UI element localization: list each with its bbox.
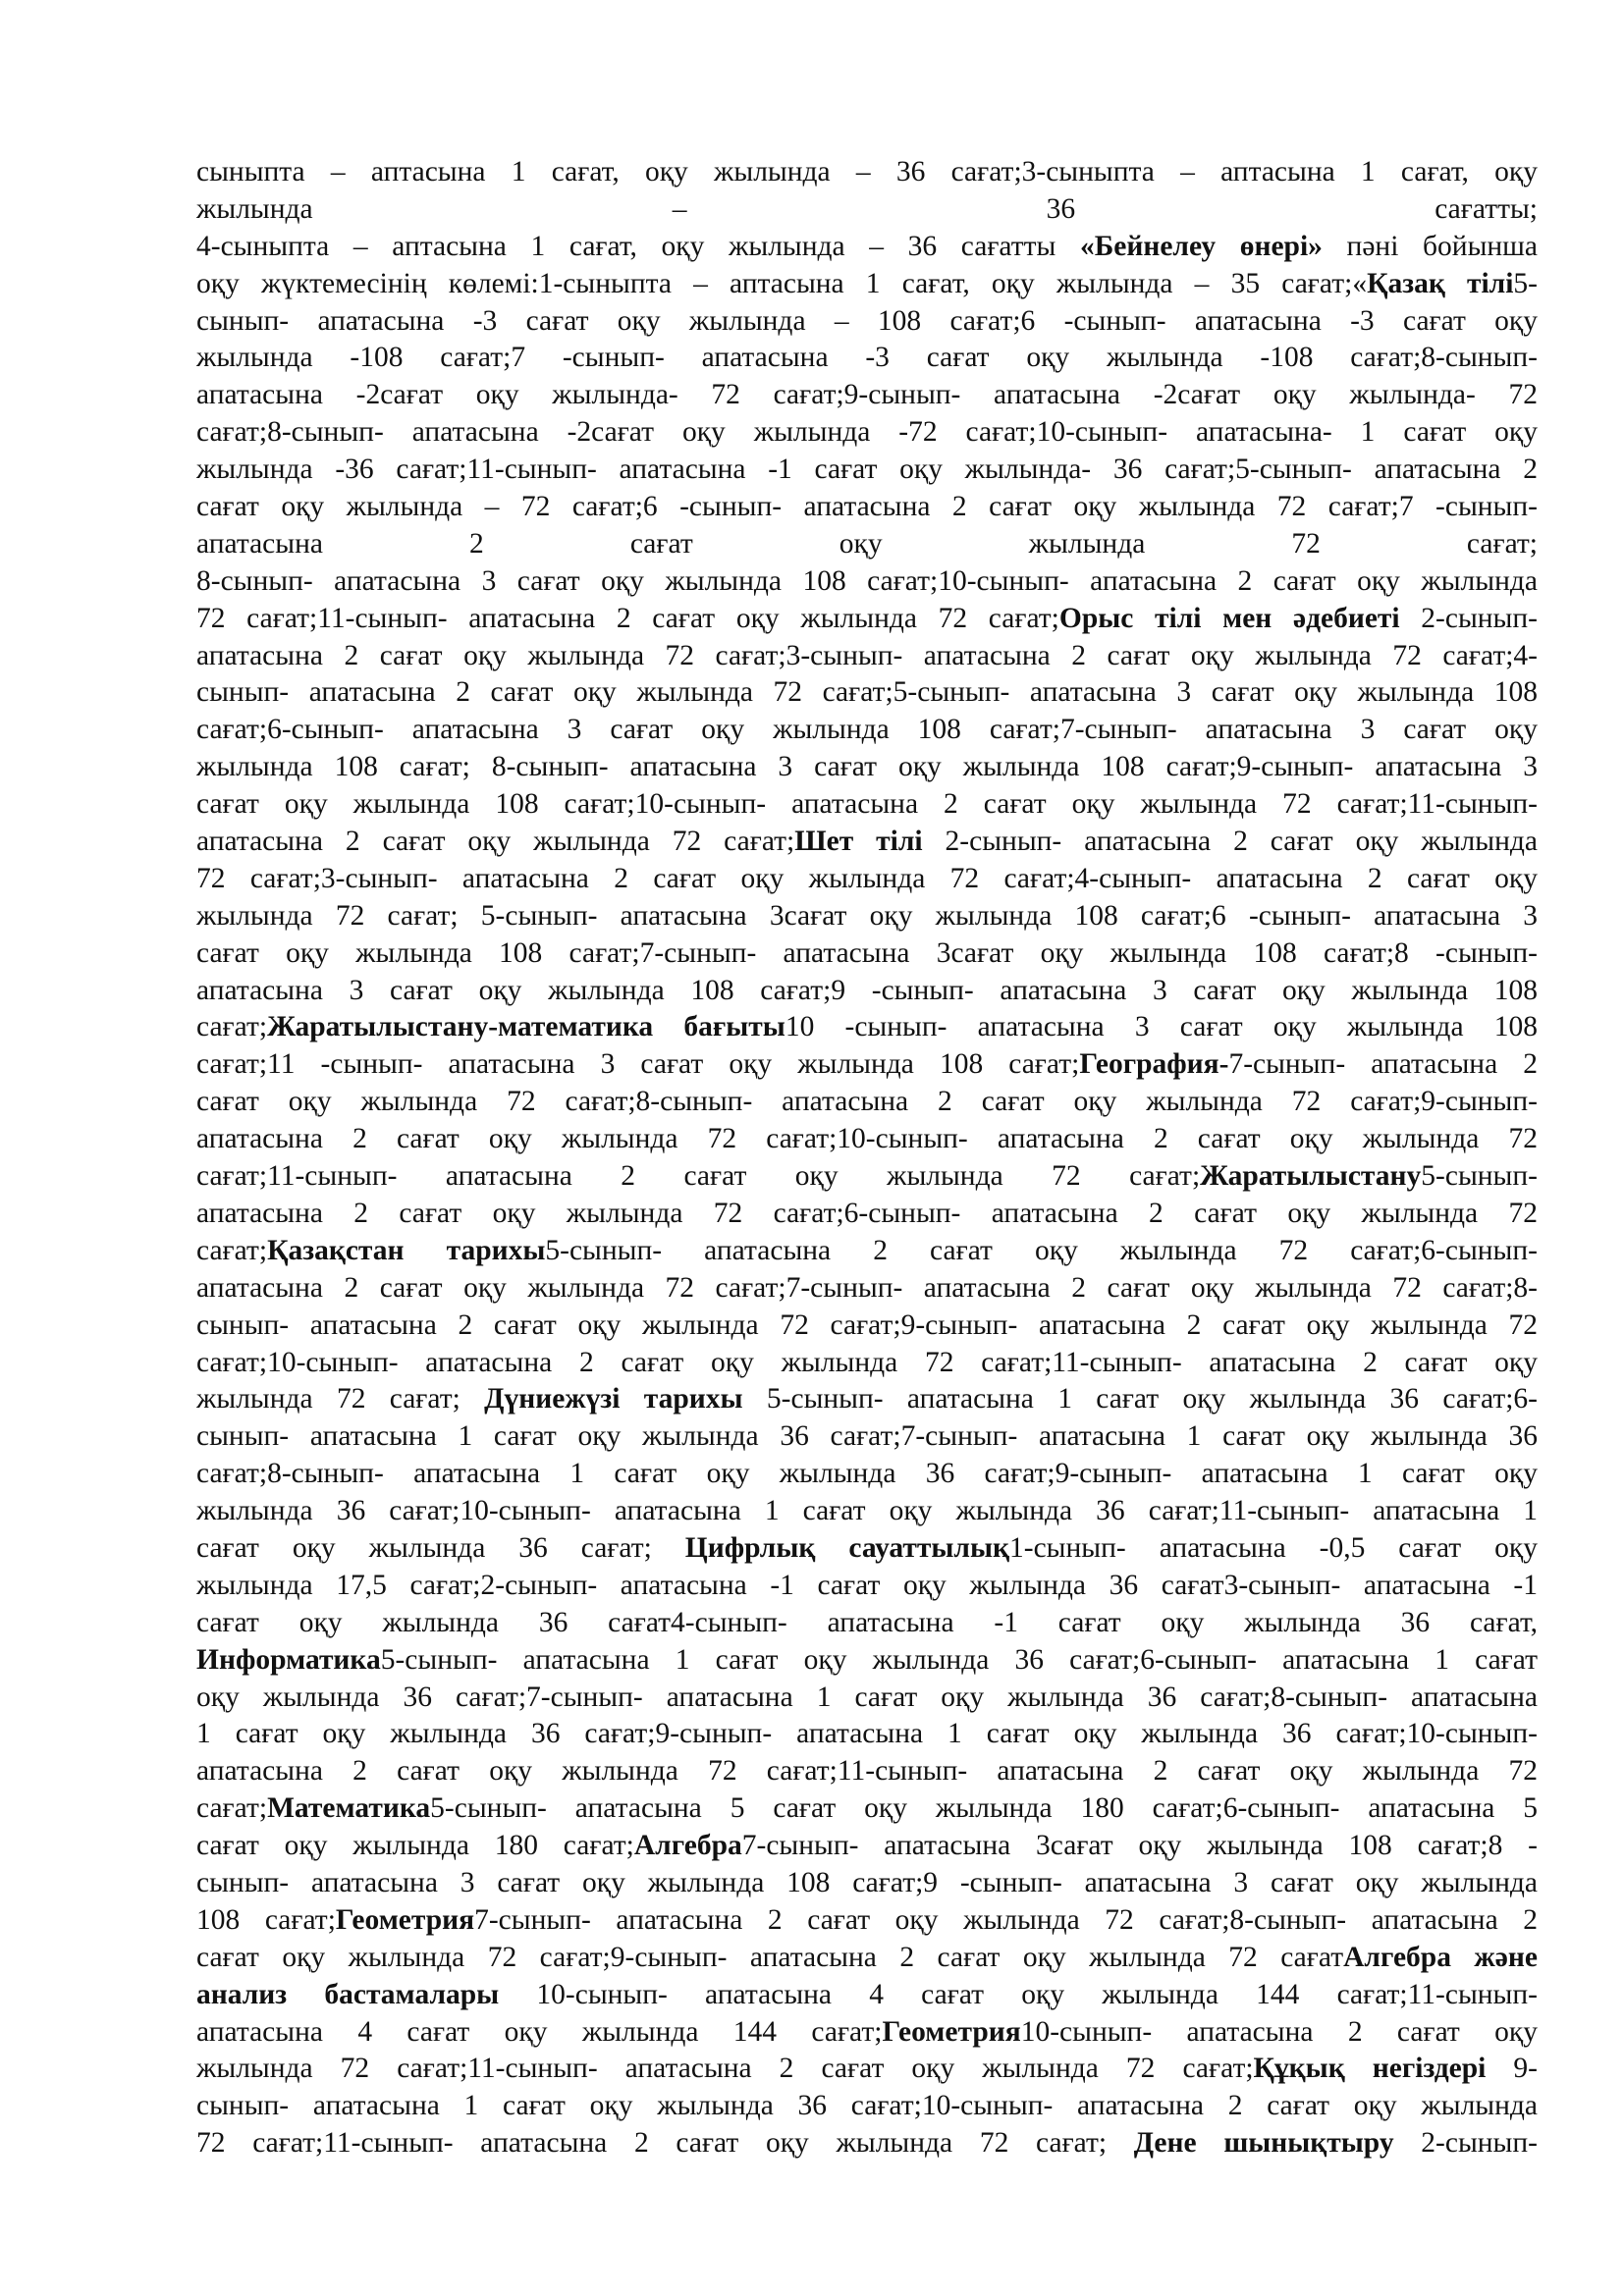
text-line: 4-сыныпта – аптасына 1 сағат, оқу жылында – 36 сағатты «Бейнелеу өнері» пәні бойынша xyxy=(196,230,1538,262)
text-line: сыныпта – аптасына 1 сағат, оқу жылында – 36 сағат;3-сыныпта – аптасына 1 сағат, оқу xyxy=(196,156,1538,187)
subject-heading: анализ бастамалары xyxy=(196,1978,500,2010)
subject-heading: Цифрлық сауаттылық xyxy=(684,1531,1010,1564)
text-line: сағат;10-сынып- апатасына 2 сағат оқу жылында 72 сағат;11-сынып- апатасына 2 сағат оқу xyxy=(196,1346,1538,1378)
text-line: 72 сағат;3-сынып- апатасына 2 сағат оқу жылында 72 сағат;4-сынып- апатасына 2 сағат оқу xyxy=(196,862,1538,894)
text-line: 72 сағат;11-сынып- апатасына 2 сағат оқу жылында 72 сағат;Орыс тілі мен әдебиеті 2-сынып- xyxy=(196,602,1538,634)
text-line: 1 сағат оқу жылында 36 сағат;9-сынып- апатасына 1 сағат оқу жылында 36 сағат;10-сынып- xyxy=(196,1718,1538,1750)
subject-heading: Математика xyxy=(267,1792,431,1825)
subject-heading: Дүниежүзі тарихы xyxy=(484,1383,743,1415)
text-line: сағат оқу жылында 72 сағат;9-сынып- апатасына 2 сағат оқу жылында 72 сағатАлгебра және xyxy=(196,1941,1538,1973)
text-line: апатасына 2 сағат оқу жылында 72 сағат; xyxy=(196,527,1538,560)
subject-heading: Шет тілі xyxy=(794,826,923,858)
text-line: апатасына 2 сағат оқу жылында 72 сағат;Шет тілі 2-сынып- апатасына 2 сағат оқу жылында xyxy=(196,826,1538,858)
text-line: жылында 17,5 сағат;2-сынып- апатасына -1 сағат оқу жылында 36 сағат3-сынып- апатасына -1 xyxy=(196,1569,1538,1601)
text-line: сынып- апатасына -3 сағат оқу жылында – 108 сағат;6 -сынып- апатасына -3 сағат оқу xyxy=(196,304,1538,337)
subject-heading: Геометрия xyxy=(882,2015,1021,2048)
text-line: сағат;Жаратылыстану-математика бағыты10 -сынып- апатасына 3 сағат оқу жылында 108 xyxy=(196,1011,1538,1043)
text-line: жылында -36 сағат;11-сынып- апатасына -1 сағат оқу жылында- 36 сағат;5-сынып- апатасына 2 xyxy=(196,454,1538,486)
text-line: сағат оқу жылында 180 сағат;Алгебра7-сынып- апатасына 3сағат оқу жылында 108 сағат;8 - xyxy=(196,1830,1538,1862)
text-line: сағат оқу жылында 72 сағат;8-сынып- апатасына 2 сағат оқу жылында 72 сағат;9-сынып- xyxy=(196,1086,1538,1118)
subject-heading: Алгебра xyxy=(633,1830,742,1862)
text-line: сағат оқу жылында 36 сағат4-сынып- апатасына -1 сағат оқу жылында 36 сағат, xyxy=(196,1606,1538,1638)
text-line: жылында 72 сағат; 5-сынып- апатасына 3сағат оқу жылында 108 сағат;6 -сынып- апатасына 3 xyxy=(196,899,1538,932)
text-line: сағат оқу жылында – 72 сағат;6 -сынып- апатасына 2 сағат оқу жылында 72 сағат;7 -сынып- xyxy=(196,491,1538,523)
text-line: апатасына 4 сағат оқу жылында 144 сағат;Геометрия10-сынып- апатасына 2 сағат оқу xyxy=(196,2015,1538,2048)
text-line: Информатика5-сынып- апатасына 1 сағат оқу жылында 36 сағат;6-сынып- апатасына 1 сағат xyxy=(196,1643,1538,1676)
document-body xyxy=(196,154,1538,2163)
text-line: сағат;8-сынып- апатасына 1 сағат оқу жылында 36 сағат;9-сынып- апатасына 1 сағат оқу xyxy=(196,1458,1538,1490)
text-line: жылында 108 сағат; 8-сынып- апатасына 3 сағат оқу жылында 108 сағат;9-сынып- апатасына 3 xyxy=(196,751,1538,783)
text-line: оқу жылында 36 сағат;7-сынып- апатасына 1 сағат оқу жылында 36 сағат;8-сынып- апатасына xyxy=(196,1681,1538,1713)
subject-heading: «Бейнелеу өнері» xyxy=(1079,230,1323,262)
text-line: апатасына 2 сағат оқу жылында 72 сағат;3-сынып- апатасына 2 сағат оқу жылында 72 сағат;4- xyxy=(196,639,1538,671)
subject-heading: Информатика xyxy=(196,1643,381,1676)
text-line: апатасына 2 сағат оқу жылында 72 сағат;11-сынып- апатасына 2 сағат оқу жылында 72 xyxy=(196,1755,1538,1788)
subject-heading: Қазақстан тарихы xyxy=(267,1234,546,1266)
text-line: сағат;6-сынып- апатасына 3 сағат оқу жылында 108 сағат;7-сынып- апатасына 3 сағат оқу xyxy=(196,714,1538,746)
text-line: сағат;Қазақстан тарихы5-сынып- апатасына 2 сағат оқу жылында 72 сағат;6-сынып- xyxy=(196,1234,1538,1266)
text-line: апатасына 3 сағат оқу жылында 108 сағат;9 -сынып- апатасына 3 сағат оқу жылында 108 xyxy=(196,974,1538,1006)
text-line: апатасына 2 сағат оқу жылында 72 сағат;10-сынып- апатасына 2 сағат оқу жылында 72 xyxy=(196,1123,1538,1155)
text-line: апатасына 2 сағат оқу жылында 72 сағат;7-сынып- апатасына 2 сағат оқу жылында 72 сағат;8- xyxy=(196,1271,1538,1304)
subject-heading: Алгебра және xyxy=(1343,1941,1538,1973)
text-line: сағат;Математика5-сынып- апатасына 5 сағат оқу жылында 180 сағат;6-сынып- апатасына 5 xyxy=(196,1792,1538,1825)
text-line: жылында 72 сағат; Дүниежүзі тарихы 5-сынып- апатасына 1 сағат оқу жылында 36 сағат;6- xyxy=(196,1383,1538,1415)
text-line: сағат оқу жылында 108 сағат;7-сынып- апатасына 3сағат оқу жылында 108 сағат;8 -сынып- xyxy=(196,936,1538,969)
subject-heading: Дене шынықтыру xyxy=(1133,2127,1394,2160)
text-line: сағат оқу жылында 108 сағат;10-сынып- апатасына 2 сағат оқу жылында 72 сағат;11-сынып- xyxy=(196,788,1538,821)
text-line: жылында -108 сағат;7 -сынып- апатасына -3 сағат оқу жылында -108 сағат;8-сынып- xyxy=(196,342,1538,374)
text-line: жылында – 36 сағатты; xyxy=(196,192,1538,225)
subject-heading: Қазақ тілі xyxy=(1367,267,1514,299)
text-line: сағат;11 -сынып- апатасына 3 сағат оқу жылында 108 сағат;География-7-сынып- апатасына 2 xyxy=(196,1048,1538,1081)
text-line: сынып- апатасына 2 сағат оқу жылында 72 сағат;9-сынып- апатасына 2 сағат оқу жылында 72 xyxy=(196,1308,1538,1341)
text-line: 108 сағат;Геометрия7-сынып- апатасына 2 сағат оқу жылында 72 сағат;8-сынып- апатасына 2 xyxy=(196,1903,1538,1936)
text-line: сынып- апатасына 2 сағат оқу жылында 72 сағат;5-сынып- апатасына 3 сағат оқу жылында 108 xyxy=(196,676,1538,709)
subject-heading: Құқық негіздері xyxy=(1253,2053,1487,2085)
text-line: сағат оқу жылында 36 сағат; Цифрлық сауаттылық1-сынып- апатасына -0,5 сағат оқу xyxy=(196,1531,1538,1564)
text-line: сағат;8-сынып- апатасына -2сағат оқу жылында -72 сағат;10-сынып- апатасына- 1 сағат оқу xyxy=(196,416,1538,449)
text-line: сынып- апатасына 1 сағат оқу жылында 36 сағат;10-сынып- апатасына 2 сағат оқу жылында xyxy=(196,2090,1538,2122)
subject-heading: Жаратылыстану-математика бағыты xyxy=(267,1011,785,1043)
text-line: жылында 36 сағат;10-сынып- апатасына 1 сағат оқу жылында 36 сағат;11-сынып- апатасына 1 xyxy=(196,1495,1538,1527)
text-line: сынып- апатасына 1 сағат оқу жылында 36 сағат;7-сынып- апатасына 1 сағат оқу жылында 36 xyxy=(196,1420,1538,1453)
text-line: апатасына 2 сағат оқу жылында 72 сағат;6-сынып- апатасына 2 сағат оқу жылында 72 xyxy=(196,1197,1538,1229)
text-line: сағат;11-сынып- апатасына 2 сағат оқу жылында 72 сағат;Жаратылыстану5-сынып- xyxy=(196,1160,1538,1193)
text-line: жылында 72 сағат;11-сынып- апатасына 2 сағат оқу жылында 72 сағат;Құқық негіздері 9- xyxy=(196,2053,1538,2085)
subject-heading: Орыс тілі мен әдебиеті xyxy=(1058,602,1400,634)
text-line: 8-сынып- апатасына 3 сағат оқу жылында 108 сағат;10-сынып- апатасына 2 сағат оқу жылында xyxy=(196,564,1538,597)
text-line: оқу жүктемесінің көлемі:1-сыныпта – аптасына 1 сағат, оқу жылында – 35 сағат;«Қазақ тілі5- xyxy=(196,267,1538,299)
text-line: 72 сағат;11-сынып- апатасына 2 сағат оқу жылында 72 сағат; Дене шынықтыру 2-сынып- xyxy=(196,2127,1538,2160)
subject-heading: География- xyxy=(1079,1048,1229,1081)
text-line: анализ бастамалары 10-сынып- апатасына 4 сағат оқу жылында 144 сағат;11-сынып- xyxy=(196,1978,1538,2010)
text-line: апатасына -2сағат оқу жылында- 72 сағат;9-сынып- апатасына -2сағат оқу жылында- 72 xyxy=(196,379,1538,411)
text-line: сынып- апатасына 3 сағат оқу жылында 108 сағат;9 -сынып- апатасына 3 сағат оқу жылында xyxy=(196,1866,1538,1898)
subject-heading: Геометрия xyxy=(335,1903,475,1936)
subject-heading: Жаратылыстану xyxy=(1200,1160,1422,1193)
